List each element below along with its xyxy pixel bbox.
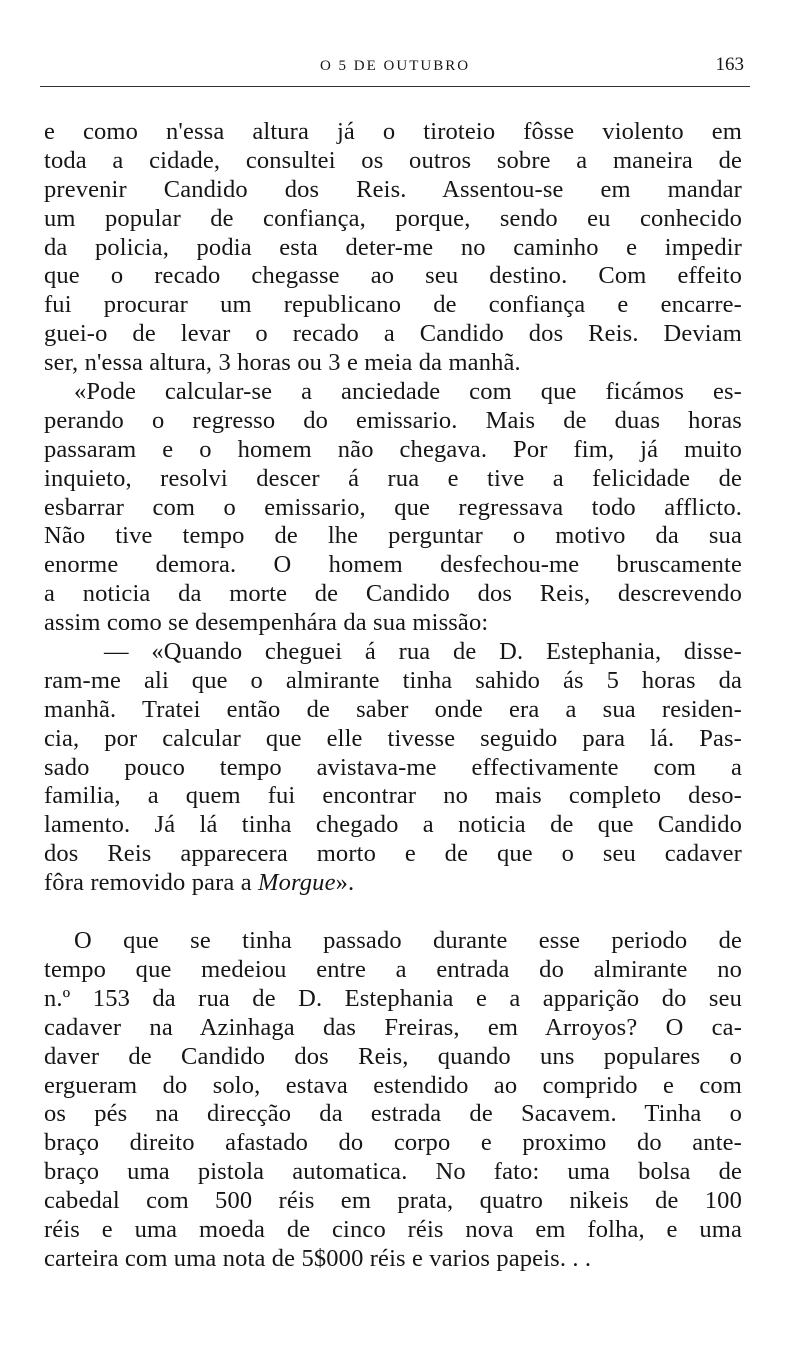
text-line: «Pode calcular-se a anciedade com que ficámos es- [74,378,742,406]
text-line: passaram e o homem não chegava. Por fim, já muito [44,435,742,463]
final-line-suffix: ». [335,869,355,897]
paragraph-2 [44,378,742,638]
text-line: da policia, podia esta deter-me no caminho e impedir [44,233,742,261]
final-line-prefix: fôra removido para a [44,869,259,897]
italic-word: Morgue [258,869,336,897]
text-line: n.º 153 da rua de D. Estephania e a apparição do seu [44,984,742,1012]
text-line: perando o regresso do emissario. Mais de duas horas [44,406,742,434]
text-line: que o recado chegasse ao seu destino. Com effeito [44,262,742,290]
text-line: ram-me ali que o almirante tinha sahido ás 5 horas da [44,666,742,694]
text-line: ergueram do solo, estava estendido ao comprido e com [44,1071,742,1099]
text-line: cabedal com 500 réis em prata, quatro nikeis de 100 [44,1187,742,1215]
text-line: lamento. Já lá tinha chegado a noticia de que Candido [44,811,742,839]
text-line: fui procurar um republicano de confiança e encarre- [44,291,742,319]
text-line: prevenir Candido dos Reis. Assentou-se em mandar [44,175,742,203]
paragraph-1 [44,118,742,378]
text-line: enorme demora. O homem desfechou-me bruscamente [44,551,742,579]
text-line: guei-o de levar o recado a Candido dos Reis. Deviam [44,320,742,348]
text-line: tempo que medeiou entre a entrada do almirante no [44,955,742,983]
paragraph-4 [44,927,742,1274]
text-line [44,869,742,898]
text-line: braço uma pistola automatica. No fato: uma bolsa de [44,1158,742,1186]
paragraph-3 [44,638,742,898]
text-line: um popular de confiança, porque, sendo eu conhecido [44,204,742,232]
text-line: manhã. Tratei então de saber onde era a sua residen- [44,695,742,723]
text-line: braço direito afastado do corpo e proximo do ante- [44,1129,742,1157]
text-line: dos Reis apparecera morto e de que o seu cadaver [44,840,742,868]
text-line: familia, a quem fui encontrar no mais completo deso- [44,782,742,810]
text-line: carteira com uma nota de 5$000 réis e varios papeis. . . [44,1244,592,1272]
text-line: cia, por calcular que elle tivesse seguido para lá. Pas- [44,724,742,752]
text-line: ser, n'essa altura, 3 horas ou 3 e meia da manhã. [44,349,521,377]
text-line: e como n'essa altura já o tiroteio fôsse violento em [44,118,742,145]
text-line: daver de Candido dos Reis, quando uns populares o [44,1042,742,1070]
text-line: O que se tinha passado durante esse periodo de [74,927,742,955]
text-line: — «Quando cheguei á rua de D. Estephania, disse- [104,638,742,666]
text-line: esbarrar com o emissario, que regressava todo afflicto. [44,493,742,521]
body-text [44,118,742,1274]
text-line: os pés na direcção da estrada de Sacavem. Tinha o [44,1100,742,1128]
text-line: cadaver na Azinhaga das Freiras, em Arroyos? O ca- [44,1013,742,1041]
text-line: assim como se desempenhára da sua missão: [44,609,489,637]
running-header [40,46,750,87]
page-number: 163 [715,54,744,75]
text-line: Não tive tempo de lhe perguntar o motivo da sua [44,522,742,550]
text-line: sado pouco tempo avistava-me effectivamente com a [44,753,742,781]
text-line: a noticia da morte de Candido dos Reis, descrevendo [44,580,742,608]
text-line: réis e uma moeda de cinco réis nova em folha, e uma [44,1215,742,1243]
text-line: inquieto, resolvi descer á rua e tive a felicidade de [44,464,742,492]
text-line: toda a cidade, consultei os outros sobre a maneira de [44,146,742,174]
paragraph-gap [44,898,742,927]
running-title: O 5 DE OUTUBRO [319,58,471,74]
